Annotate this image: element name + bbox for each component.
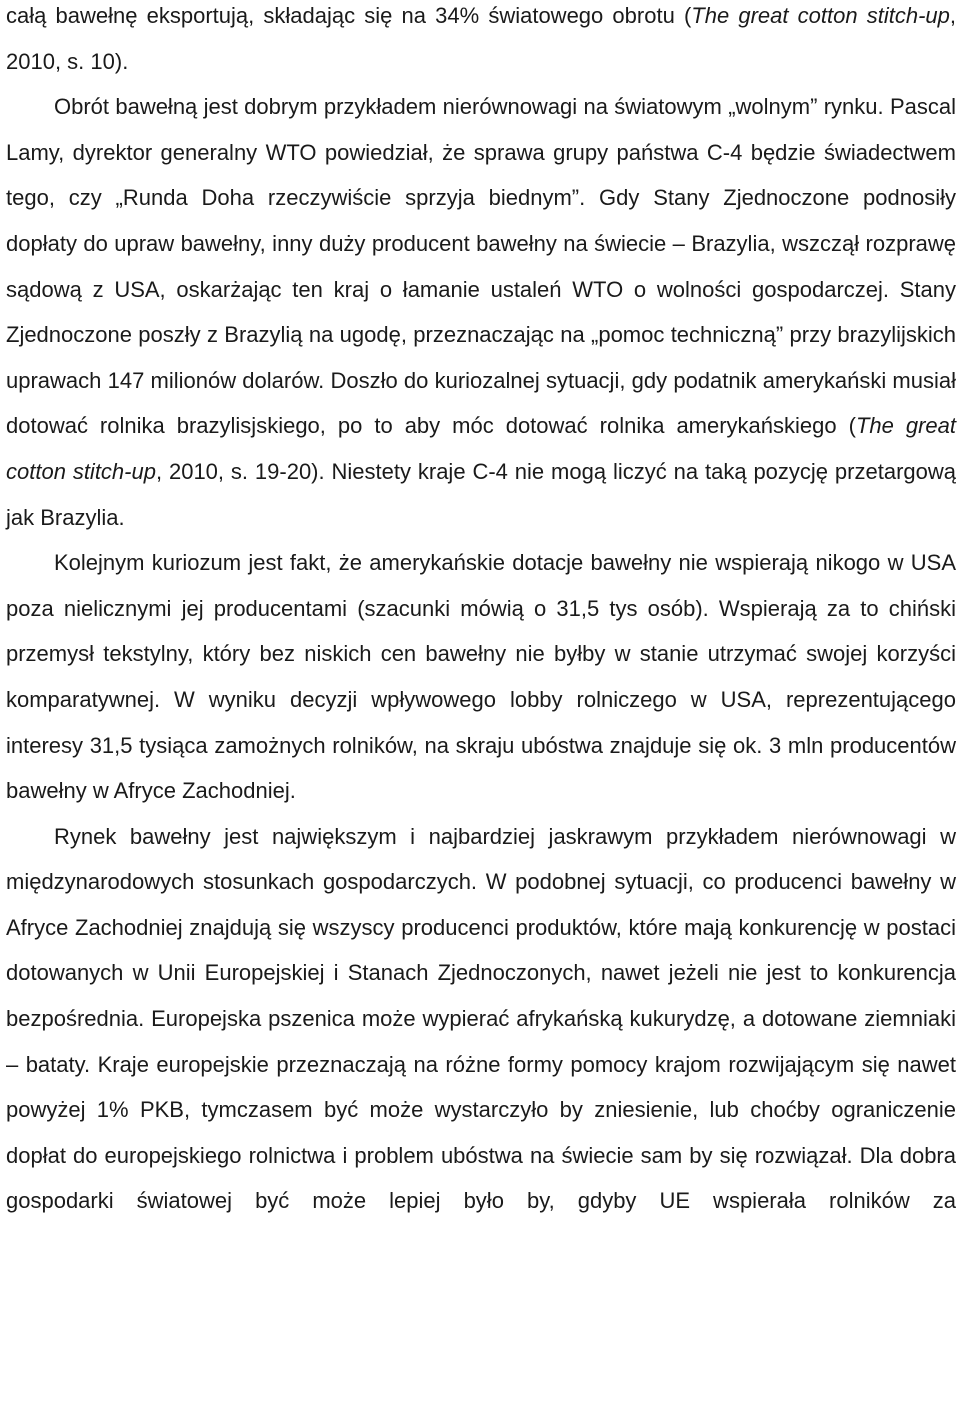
paragraph-us-subsidies [6, 540, 956, 814]
paragraph-text: całą bawełnę eksportują, składając się na 34% światowego obrotu ( [6, 3, 692, 28]
paragraph-market-imbalance [6, 814, 956, 1224]
paragraph-continuation [6, 0, 956, 84]
paragraph-text: Rynek bawełny jest największym i najbardziej jaskrawym przykładem nierównowagi w międzynarodowych stosunkach gospodarczych. W podobnej sytuacji, co producenci bawełny w Afryce Zachodniej znajdują się wszyscy producenci produktów, które mają konkurencję w postaci dotowanych w Unii Europejskiej i Stanach Zjednoczonych, nawet jeżeli nie jest to konkurencja bezpośrednia. Europejska pszenica może wypierać afrykańską kukurydzę, a dotowane ziemniaki – bataty. Kraje europejskie przeznaczają na różne formy pomocy krajom rozwijającym się nawet powyżej 1% PKB, tymczasem być może wystarczyło by zniesienie, lub choćby ograniczenie dopłat do europejskiego rolnictwa i problem ubóstwa na świecie sam by się rozwiązał. Dla dobra gospodarki światowej być może lepiej było by, gdyby UE wspierała rolników za [6, 823, 956, 1214]
paragraph-text: , 2010, s. 10). [6, 3, 957, 74]
paragraph-text: Kolejnym kuriozum jest fakt, że amerykańskie dotacje bawełny nie wspierają nikogo w USA poza nielicznymi jej producentami (szacunki mówią o 31,5 tys osób). Wspierają za to chiński przemysł tekstylny, który bez niskich cen bawełny nie byłby w stanie utrzymać swojej korzyści komparatywnej. W wyniku decyzji wpływowego lobby rolniczego w USA, reprezentującego interesy 31,5 tysiąca zamożnych rolników, na skraju ubóstwa znajduje się ok. 3 mln producentów bawełny w Afryce Zachodniej. [6, 550, 956, 804]
paragraph-cotton-trade [6, 84, 956, 540]
citation-title: The great cotton stitch-up [6, 413, 956, 484]
citation-title: The great cotton stitch-up [691, 3, 950, 28]
paragraph-text: Obrót bawełną jest dobrym przykładem nierównowagi na światowym „wolnym” rynku. Pascal Lamy, dyrektor generalny WTO powiedział, że sprawa grupy państwa C-4 będzie świadectwem tego, czy „Runda Doha rzeczywiście sprzyja biednym”. Gdy Stany Zjednoczone podnosiły dopłaty do upraw bawełny, inny duży producent bawełny na świecie – Brazylia, wszczął rozprawę sądową z USA, oskarżając ten kraj o łamanie ustaleń WTO o wolności gospodarczej. Stany Zjednoczone poszły z Brazylią na ugodę, przeznaczając na „pomoc techniczną” przy brazylijskich uprawach 147 milionów dolarów. Doszło do kuriozalnej sytuacji, gdy podatnik amerykański musiał dotować rolnika brazylisjskiego, po to aby móc dotować rolnika amerykańskiego ( [6, 94, 956, 439]
paragraph-text: , 2010, s. 19-20). Niestety kraje C-4 nie mogą liczyć na taką pozycję przetargową jak Brazylia. [6, 458, 956, 530]
